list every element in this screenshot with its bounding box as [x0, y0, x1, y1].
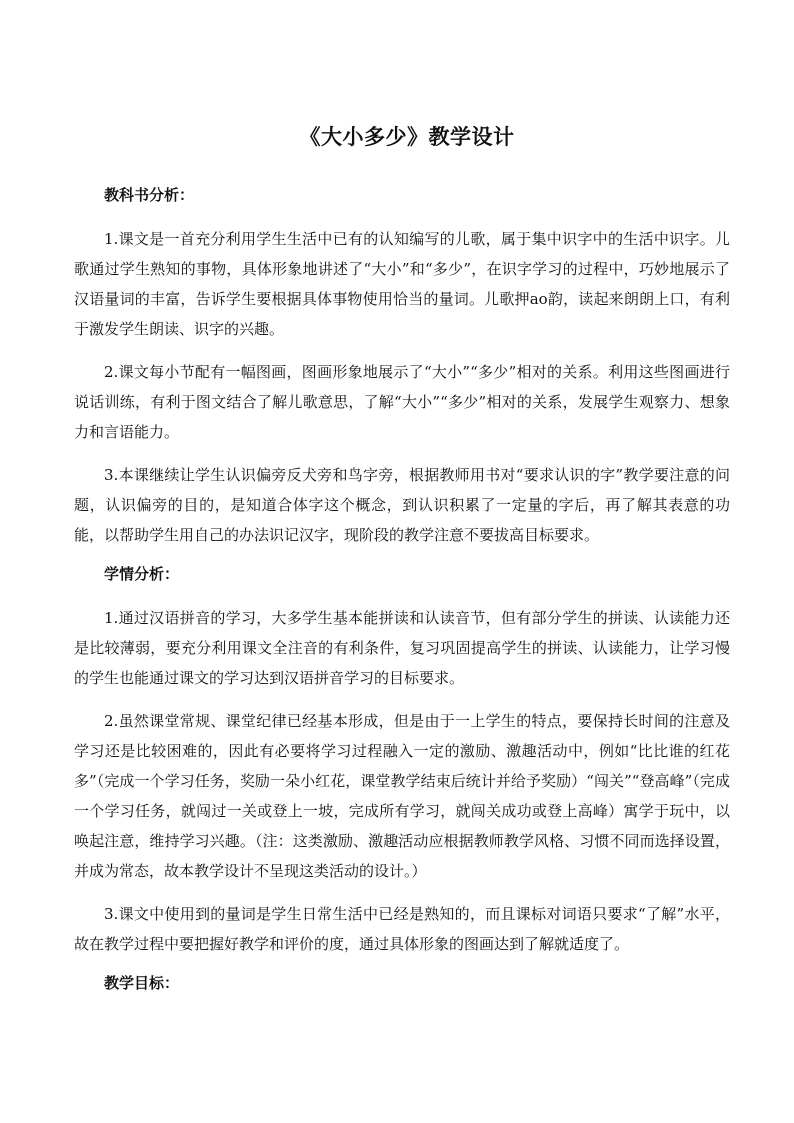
paragraph: 3.课文中使用到的量词是学生日常生活中已经是熟知的，而且课标对词语只要求“了解”水平，故在教学过程中要把握好教学和评价的度，通过具体形象的图画达到了解就适度了。: [74, 905, 730, 953]
section-textbook-analysis: [74, 184, 730, 550]
paragraph: 2.虽然课堂常规、课堂纪律已经基本形成，但是由于一上学生的特点，要保持长时间的注意及学习还是比较困难的，因此有必要将学习过程融入一定的激励、激趣活动中，例如“比比谁的红花多”（完成一个学习任务，奖励一朵小红花，课堂教学结束后统计并给予奖励）“闯关”“登高峰”（完成一个学习任务，就闯过一关或登上一坡，完成所有学习，就闯关成功或登上高峰）寓学于玩中，以唤起注意，维持学习兴趣。（注：这类激励、激趣活动应根据教师教学风格、习惯不同而选择设置，并成为常态，故本教学设计不呈现这类活动的设计。）: [74, 712, 730, 880]
section-heading: 学情分析：: [104, 565, 180, 583]
section-learner-analysis: [74, 563, 730, 959]
paragraph: 1.通过汉语拼音的学习，大多学生基本能拼读和认读音节，但有部分学生的拼读、认读能力还是比较薄弱，要充分利用课文全注音的有利条件，复习巩固提高学生的拼读、认读能力，让学习慢的学生也能通过课文的学习达到汉语拼音学习的目标要求。: [74, 609, 730, 687]
section-teaching-objectives: [74, 972, 730, 994]
paragraph: 3.本课继续让学生认识偏旁反犬旁和鸟字旁，根据教师用书对“要求认识的字”教学要注意的问题，认识偏旁的目的，是知道合体字这个概念，到认识积累了一定量的字后，再了解其表意的功能，以帮助学生用自己的办法识记汉字，现阶段的教学注意不要拔高目标要求。: [74, 466, 730, 544]
section-heading: 教学目标：: [104, 974, 180, 992]
paragraph: 1.课文是一首充分利用学生生活中已有的认知编写的儿歌，属于集中识字中的生活中识字。儿歌通过学生熟知的事物，具体形象地讲述了“大小”和“多少”，在识字学习的过程中，巧妙地展示了汉语量词的丰富，告诉学生要根据具体事物使用恰当的量词。儿歌押ao韵，读起来朗朗上口，有利于激发学生朗读、识字的兴趣。: [74, 230, 730, 338]
section-heading: 教科书分析：: [104, 186, 195, 204]
paragraph: 2.课文每小节配有一幅图画，图画形象地展示了“大小”“多少”相对的关系。利用这些图画进行说话训练，有利于图文结合了解儿歌意思，了解“大小”“多少”相对的关系，发展学生观察力、想象力和言语能力。: [74, 363, 730, 441]
document-title: 《大小多少》教学设计: [299, 124, 515, 149]
